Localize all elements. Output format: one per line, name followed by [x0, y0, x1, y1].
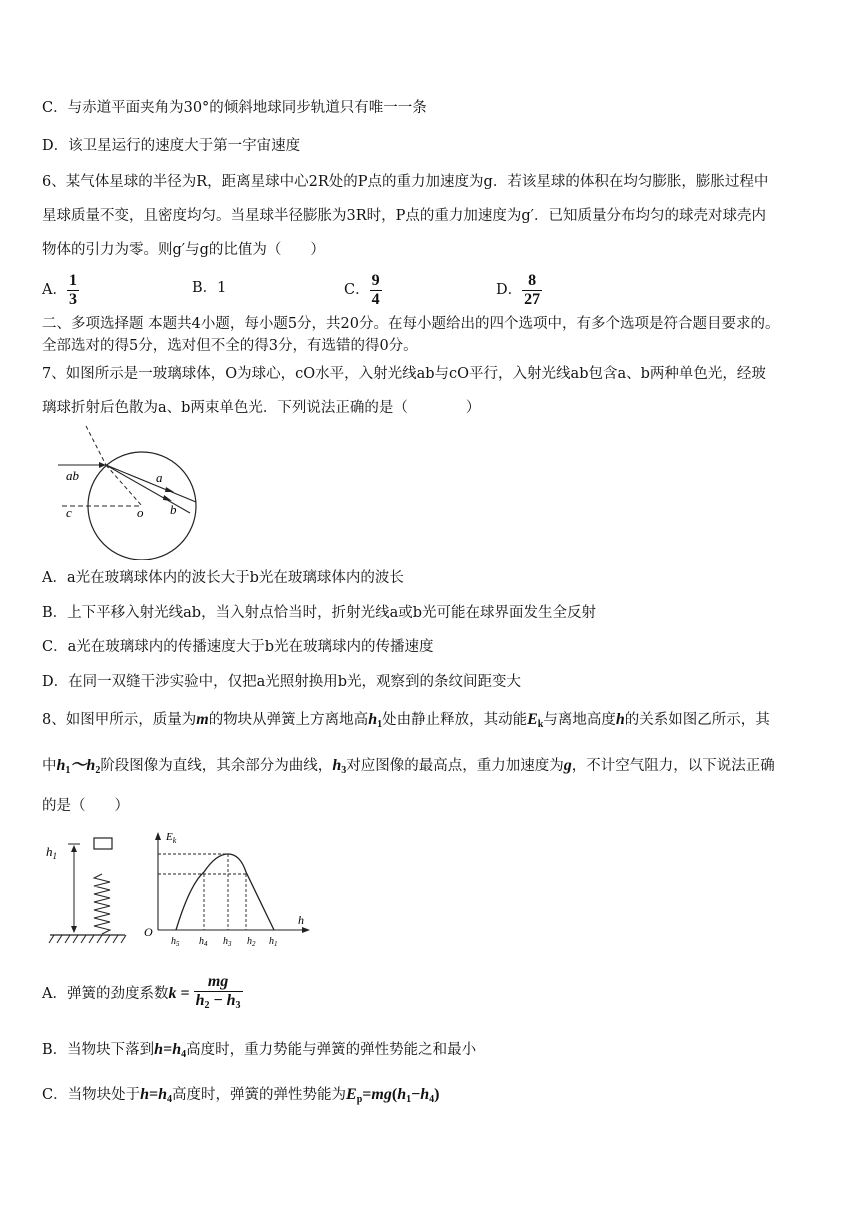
ray-b-arrow	[163, 495, 172, 501]
label-a: a	[156, 470, 163, 485]
q8-option-c: C．当物块处于$h=h_4$高度时，弹簧的弹性势能为$E_p=mg(h_1-h_4)$	[42, 1086, 440, 1105]
q5-option-d: D．该卫星运行的速度大于第一宇宙速度	[42, 138, 301, 154]
q7-option-c: C．a光在玻璃球内的传播速度大于b光在玻璃球内的传播速度	[42, 639, 434, 655]
height-arrow-up	[71, 845, 77, 852]
q6-option-a: A． $\frac{1}{3}$	[42, 271, 77, 308]
svg-text:h2: $h_2$	[247, 936, 256, 948]
label-h1: $h_1$	[46, 844, 57, 861]
label-h-axis: h	[298, 913, 304, 927]
ek-axis-arrow	[155, 832, 161, 840]
q6-option-b: B．1	[192, 280, 227, 296]
q5-option-c: C．与赤道平面夹角为30°的倾斜地球同步轨道只有唯一一条	[42, 100, 427, 116]
q7-stem-line1: 7、如图所示是一玻璃球体，O为球心，cO水平，入射光线ab与cO平行，入射光线ab包含a、b两种单色光，经玻	[42, 366, 766, 382]
dashed-line-top	[86, 426, 106, 465]
q6-stem-line1: 6、某气体星球的半径为R，距离星球中心2R处的P点的重力加速度为g．若该星球的体积在均匀膨胀，膨胀过程中	[42, 174, 769, 190]
q8-option-a: A．弹簧的劲度系数k = $\frac{mg}{h_2 - h_3}$	[42, 973, 241, 1011]
q8-stem-line3: 的是（ ）	[42, 798, 129, 814]
h-tick-labels	[171, 936, 278, 948]
svg-text:h1: $h_1$	[269, 936, 278, 948]
q7-stem-line2: 璃球折射后色散为a、b两束单色光．下列说法正确的是（ ）	[42, 400, 481, 416]
q6-option-c-fraction: $\frac{9}{4}$	[371, 271, 380, 308]
q8-figure-ek-h-graph	[138, 826, 318, 952]
ground-hatch	[49, 935, 126, 943]
spring	[94, 874, 110, 934]
q6-stem-line2: 星球质量不变，且密度均匀。当星球半径膨胀为3R时，P点的重力加速度为g′．已知质量分布均匀的球壳对球壳内	[42, 208, 766, 224]
section2-heading-line1: 二、多项选择题 本题共4小题，每小题5分，共20分。在每小题给出的四个选项中，有多个选项是符合题目要求的。	[42, 316, 780, 332]
q7-option-a: A．a光在玻璃球体内的波长大于b光在玻璃球体内的波长	[42, 570, 404, 586]
height-arrow-down	[71, 926, 77, 933]
q6-option-a-fraction: $\frac{1}{3}$	[68, 271, 77, 308]
ray-a-arrow	[165, 487, 174, 492]
label-origin: O	[144, 925, 153, 939]
q7-option-b: B．上下平移入射光线ab，当入射点恰当时，折射光线a或b光可能在球界面发生全反射	[42, 605, 597, 621]
label-b: b	[170, 502, 177, 517]
svg-text:h4: $h_4$	[199, 936, 208, 948]
label-o: o	[137, 505, 144, 520]
q6-option-d: D． $\frac{8}{27}$	[496, 271, 541, 308]
label-ek: $E_k$	[166, 831, 177, 845]
q7-option-d: D．在同一双缝干涉实验中，仅把a光照射换用b光，观察到的条纹间距变大	[42, 674, 522, 690]
section2-heading-line2: 全部选对的得5分，选对但不全的得3分，有选错的得0分。	[42, 338, 418, 354]
q6-option-c: C． $\frac{9}{4}$	[344, 271, 380, 308]
label-ab: ab	[66, 468, 79, 483]
dashed-guides	[158, 854, 246, 930]
q6-stem-line3: 物体的引力为零。则g′与g的比值为（ ）	[42, 242, 325, 258]
svg-text:h3: $h_3$	[223, 936, 232, 948]
q8-figure-spring	[40, 828, 135, 950]
q6-option-d-fraction: $\frac{8}{27}$	[524, 271, 541, 308]
normal-dashed	[106, 465, 142, 506]
q8-option-b: B．当物块下落到$h=h_4$高度时，重力势能与弹簧的弹性势能之和最小	[42, 1041, 477, 1060]
h-axis-arrow	[302, 927, 310, 933]
q7-glass-sphere-figure	[50, 418, 210, 560]
q8-stem-line2: 中$h_1\sim h_2$阶段图像为直线，其余部分为曲线，$h_3$对应图像的最高点，重力加速度为g，不计空气阻力，以下说法正确	[42, 757, 775, 776]
ek-curve	[176, 854, 274, 930]
block	[94, 838, 112, 849]
q8-stem-line1: 8、如图甲所示，质量为m的物块从弹簧上方离地高$h_1$处由静止释放，其动能$E_k$与离地高度h的关系如图乙所示，其	[42, 711, 770, 730]
label-c: c	[66, 505, 72, 520]
svg-text:h5: $h_5$	[171, 936, 180, 948]
